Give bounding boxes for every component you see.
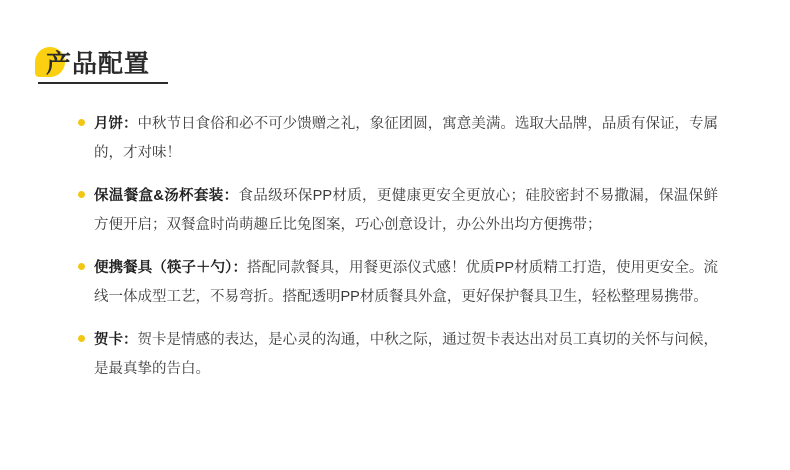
- bullet-dot-icon: [78, 119, 85, 126]
- list-item-body: 食品级环保PP材质，更健康更安全更放心；硅胶密封不易撒漏，保温保鲜方便开启；双餐盒时尚萌趣丘比兔图案，巧心创意设计，办公外出均方便携带；: [94, 188, 718, 233]
- bullet-dot-icon: [78, 263, 85, 270]
- list-item: [78, 110, 718, 168]
- list-item: [78, 182, 718, 240]
- list-item-text: [94, 254, 718, 312]
- bullet-list: [78, 110, 718, 384]
- page-title: [38, 44, 150, 84]
- list-item: [78, 254, 718, 312]
- page-title-text: 产品配置: [46, 50, 151, 78]
- list-item-lead: 贺卡：: [94, 332, 138, 348]
- list-item-text: [94, 182, 718, 240]
- list-item-body: 搭配同款餐具，用餐更添仪式感！优质PP材质精工打造，使用更安全。流线一体成型工艺，不易弯折。搭配透明PP材质餐具外盒，更好保护餐具卫生，轻松整理易携带。: [94, 260, 719, 305]
- title-underline: [38, 82, 168, 84]
- list-item-lead: 保温餐盒&汤杯套装：: [94, 188, 239, 204]
- list-item-text: [94, 110, 718, 168]
- list-item-lead: 便携餐具（筷子＋勺）：: [94, 260, 248, 276]
- bullet-dot-icon: [78, 335, 85, 342]
- list-item-body: 中秋节日食俗和必不可少馈赠之礼，象征团圆，寓意美满。选取大品牌，品质有保证，专属的，才对味！: [94, 116, 719, 161]
- list-item: [78, 326, 718, 384]
- list-item-lead: 月饼：: [94, 116, 138, 132]
- list-item-body: 贺卡是情感的表达，是心灵的沟通，中秋之际，通过贺卡表达出对员工真切的关怀与问候，是最真挚的告白。: [94, 332, 719, 377]
- bullet-dot-icon: [78, 191, 85, 198]
- list-item-text: [94, 326, 718, 384]
